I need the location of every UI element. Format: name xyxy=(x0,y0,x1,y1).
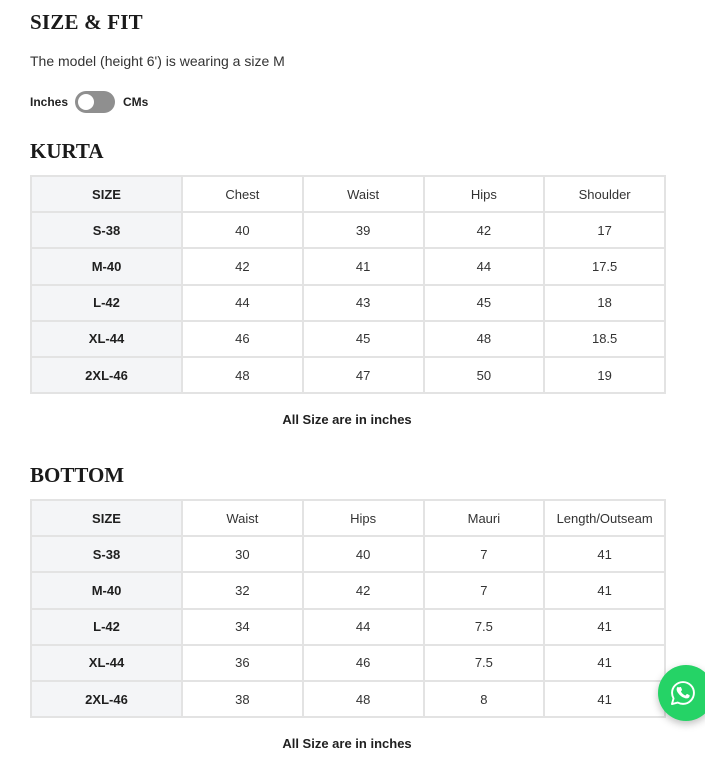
table-cell: 48 xyxy=(182,357,303,393)
table-cell: 44 xyxy=(424,248,545,284)
unit-label-inches[interactable]: Inches xyxy=(30,95,69,109)
whatsapp-chat-button[interactable] xyxy=(658,665,705,721)
table-row xyxy=(31,681,665,717)
table-cell: 41 xyxy=(303,248,424,284)
table-row xyxy=(31,536,665,572)
table-cell: 46 xyxy=(303,645,424,681)
column-header: Hips xyxy=(303,500,424,536)
table-cell: 8 xyxy=(424,681,545,717)
table-row xyxy=(31,285,665,321)
table-row xyxy=(31,248,665,284)
table-header-row xyxy=(31,176,665,212)
table-header-row xyxy=(31,500,665,536)
table-cell: 48 xyxy=(303,681,424,717)
table-cell: 18 xyxy=(544,285,665,321)
size-cell: L-42 xyxy=(31,285,182,321)
table-cell: 41 xyxy=(544,572,665,608)
table-cell: 40 xyxy=(182,212,303,248)
table-row xyxy=(31,357,665,393)
column-header: Chest xyxy=(182,176,303,212)
size-cell: 2XL-46 xyxy=(31,357,182,393)
size-cell: L-42 xyxy=(31,609,182,645)
table-cell: 47 xyxy=(303,357,424,393)
table-cell: 44 xyxy=(182,285,303,321)
size-cell: S-38 xyxy=(31,536,182,572)
table-cell: 38 xyxy=(182,681,303,717)
table-cell: 41 xyxy=(544,681,665,717)
table-cell: 41 xyxy=(544,536,665,572)
column-header: Waist xyxy=(303,176,424,212)
table-cell: 7 xyxy=(424,572,545,608)
page-title: SIZE & FIT xyxy=(30,10,143,34)
size-cell: S-38 xyxy=(31,212,182,248)
unit-toggle xyxy=(30,90,148,114)
bottom-size-note: All Size are in inches xyxy=(282,736,412,751)
column-header: Shoulder xyxy=(544,176,665,212)
table-cell: 48 xyxy=(424,321,545,357)
column-header: Hips xyxy=(424,176,545,212)
table-row xyxy=(31,609,665,645)
table-cell: 41 xyxy=(544,609,665,645)
table-cell: 50 xyxy=(424,357,545,393)
size-cell: M-40 xyxy=(31,248,182,284)
size-cell: XL-44 xyxy=(31,321,182,357)
unit-label-cms[interactable]: CMs xyxy=(123,95,149,109)
table-cell: 46 xyxy=(182,321,303,357)
model-note: The model (height 6') is wearing a size M xyxy=(30,53,285,69)
table-row xyxy=(31,572,665,608)
bottom-section-title: BOTTOM xyxy=(30,463,125,487)
kurta-size-note: All Size are in inches xyxy=(282,412,412,427)
table-cell: 39 xyxy=(303,212,424,248)
column-header: Waist xyxy=(182,500,303,536)
kurta-section-title: KURTA xyxy=(30,139,104,163)
table-cell: 45 xyxy=(424,285,545,321)
size-cell: XL-44 xyxy=(31,645,182,681)
table-cell: 43 xyxy=(303,285,424,321)
table-cell: 41 xyxy=(544,645,665,681)
column-header: SIZE xyxy=(31,500,182,536)
column-header: Mauri xyxy=(424,500,545,536)
table-cell: 36 xyxy=(182,645,303,681)
table-row xyxy=(31,645,665,681)
table-cell: 42 xyxy=(303,572,424,608)
kurta-size-table xyxy=(30,175,666,394)
table-cell: 17 xyxy=(544,212,665,248)
table-cell: 32 xyxy=(182,572,303,608)
table-cell: 44 xyxy=(303,609,424,645)
size-cell: M-40 xyxy=(31,572,182,608)
unit-toggle-switch[interactable] xyxy=(75,91,115,113)
table-row xyxy=(31,321,665,357)
whatsapp-icon xyxy=(669,679,697,707)
column-header: Length/Outseam xyxy=(544,500,665,536)
toggle-knob xyxy=(78,94,94,110)
table-cell: 17.5 xyxy=(544,248,665,284)
table-cell: 7.5 xyxy=(424,609,545,645)
column-header: SIZE xyxy=(31,176,182,212)
bottom-size-table xyxy=(30,499,666,718)
table-cell: 40 xyxy=(303,536,424,572)
table-cell: 7 xyxy=(424,536,545,572)
table-cell: 7.5 xyxy=(424,645,545,681)
table-cell: 19 xyxy=(544,357,665,393)
table-cell: 45 xyxy=(303,321,424,357)
table-row xyxy=(31,212,665,248)
table-cell: 30 xyxy=(182,536,303,572)
size-cell: 2XL-46 xyxy=(31,681,182,717)
table-cell: 42 xyxy=(182,248,303,284)
table-cell: 42 xyxy=(424,212,545,248)
table-cell: 34 xyxy=(182,609,303,645)
table-cell: 18.5 xyxy=(544,321,665,357)
